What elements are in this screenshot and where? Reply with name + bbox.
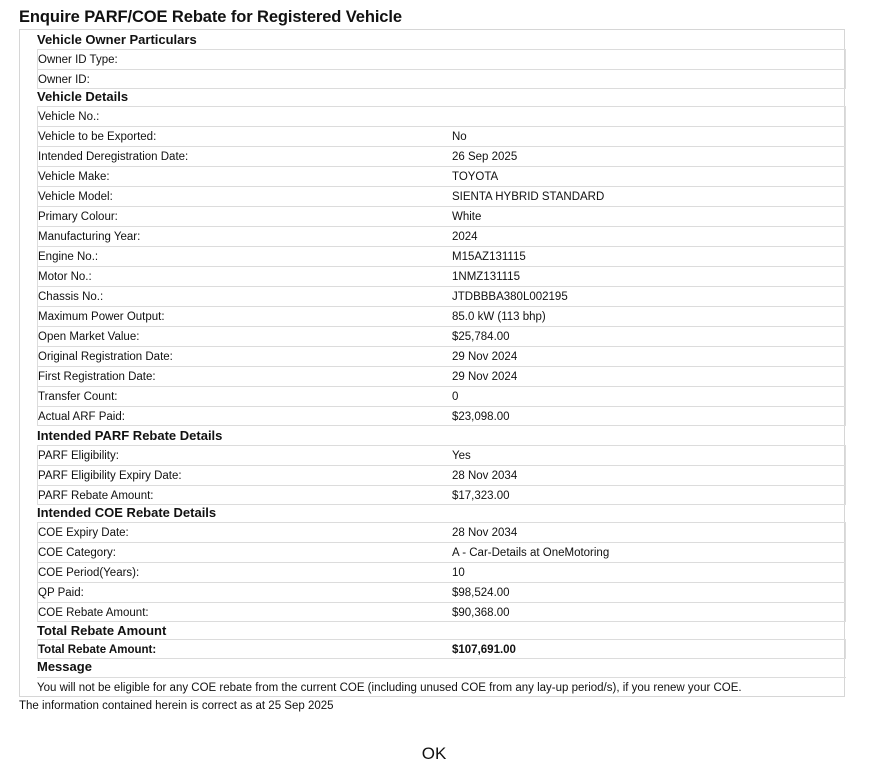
row-value: 0 <box>452 391 459 403</box>
table-row <box>37 246 846 266</box>
table-row <box>37 266 846 286</box>
row-value: $17,323.00 <box>452 490 510 502</box>
row-label: Vehicle Model: <box>38 191 113 203</box>
row-label: Intended Deregistration Date: <box>38 151 189 163</box>
table-row <box>37 206 846 226</box>
section-heading-coe: Intended COE Rebate Details <box>37 505 217 520</box>
row-value: $23,098.00 <box>452 411 510 423</box>
ok-button[interactable]: OK <box>421 744 447 763</box>
row-label: Primary Colour: <box>38 211 118 223</box>
row-label: PARF Eligibility: <box>38 450 119 462</box>
page-title: Enquire PARF/COE Rebate for Registered Vehicle <box>19 8 402 26</box>
row-value: $107,691.00 <box>452 644 516 656</box>
row-label: PARF Rebate Amount: <box>38 490 154 502</box>
row-label: COE Rebate Amount: <box>38 607 149 619</box>
table-row <box>37 306 846 326</box>
row-label: First Registration Date: <box>38 371 156 383</box>
table-row <box>37 49 846 69</box>
row-label: COE Category: <box>38 547 116 559</box>
row-value: $98,524.00 <box>452 587 510 599</box>
table-row <box>37 186 846 206</box>
table-row <box>37 226 846 246</box>
row-value: 26 Sep 2025 <box>452 151 518 163</box>
section-heading-parf: Intended PARF Rebate Details <box>37 428 223 443</box>
row-value: 29 Nov 2024 <box>452 371 518 383</box>
section-heading-vehicle: Vehicle Details <box>37 89 129 104</box>
row-label: Transfer Count: <box>38 391 118 403</box>
section-heading-owner: Vehicle Owner Particulars <box>37 32 197 47</box>
table-row <box>37 69 846 89</box>
table-row <box>37 485 846 505</box>
row-label: Engine No.: <box>38 251 99 263</box>
row-label: Motor No.: <box>38 271 92 283</box>
table-row <box>37 126 846 146</box>
row-label: Owner ID Type: <box>38 54 118 66</box>
row-value: M15AZ131115 <box>452 251 526 263</box>
table-row <box>37 445 846 465</box>
row-value: Yes <box>452 450 471 462</box>
table-row <box>37 542 846 562</box>
row-label: QP Paid: <box>38 587 84 599</box>
section-heading-total: Total Rebate Amount <box>37 623 167 638</box>
table-row <box>37 146 846 166</box>
row-label: COE Expiry Date: <box>38 527 129 539</box>
row-value: 10 <box>452 567 465 579</box>
row-label: Vehicle Make: <box>38 171 110 183</box>
row-label: COE Period(Years): <box>38 567 140 579</box>
table-row <box>37 602 846 622</box>
row-label: Chassis No.: <box>38 291 104 303</box>
row-label: Actual ARF Paid: <box>38 411 125 423</box>
table-row <box>37 166 846 186</box>
table-row <box>37 406 846 426</box>
row-label: Manufacturing Year: <box>38 231 141 243</box>
row-value: 28 Nov 2034 <box>452 470 518 482</box>
message-text: You will not be eligible for any COE rebate from the current COE (including unused COE from any lay-up period/s), if you renew your COE. <box>37 677 846 697</box>
info-footer: The information contained herein is correct as at 25 Sep 2025 <box>19 700 334 712</box>
table-row <box>37 522 846 542</box>
row-value: 85.0 kW (113 bhp) <box>452 311 546 323</box>
row-label: Vehicle No.: <box>38 111 100 123</box>
section-heading-message: Message <box>37 659 92 674</box>
row-label: Total Rebate Amount: <box>38 644 157 656</box>
table-row <box>37 562 846 582</box>
table-row <box>37 346 846 366</box>
table-row <box>37 106 846 126</box>
row-value: White <box>452 211 482 223</box>
table-row <box>37 366 846 386</box>
row-label: Owner ID: <box>38 74 90 86</box>
row-label: Maximum Power Output: <box>38 311 165 323</box>
row-value: SIENTA HYBRID STANDARD <box>452 191 605 203</box>
row-label: Vehicle to be Exported: <box>38 131 157 143</box>
table-row <box>37 326 846 346</box>
row-label: Open Market Value: <box>38 331 140 343</box>
row-label: Original Registration Date: <box>38 351 173 363</box>
row-value: TOYOTA <box>452 171 499 183</box>
row-value: 28 Nov 2034 <box>452 527 518 539</box>
table-row <box>37 639 846 659</box>
row-value: JTDBBBA380L002195 <box>452 291 568 303</box>
table-row <box>37 386 846 406</box>
row-value: 2024 <box>452 231 478 243</box>
table-row <box>37 286 846 306</box>
row-value: No <box>452 131 467 143</box>
row-value: $90,368.00 <box>452 607 510 619</box>
row-value: A - Car-Details at OneMotoring <box>452 547 610 559</box>
table-row <box>37 465 846 485</box>
row-value: $25,784.00 <box>452 331 510 343</box>
row-value: 1NMZ131115 <box>452 271 520 283</box>
row-value: 29 Nov 2024 <box>452 351 518 363</box>
table-row <box>37 582 846 602</box>
row-label: PARF Eligibility Expiry Date: <box>38 470 182 482</box>
